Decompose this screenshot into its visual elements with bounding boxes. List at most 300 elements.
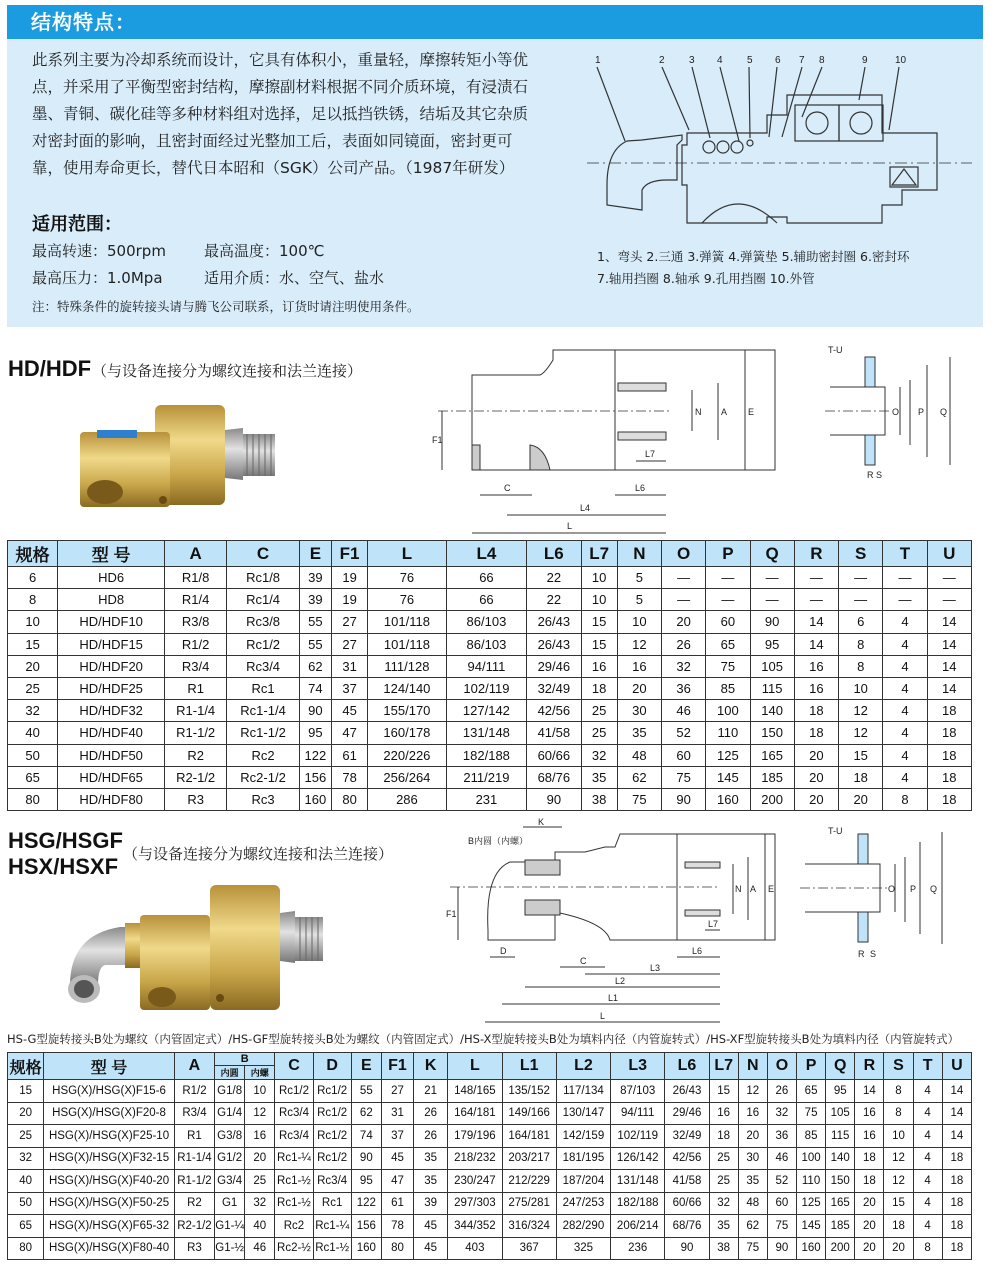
table-cell: 27 (331, 633, 367, 655)
table-cell: 148/165 (448, 1080, 502, 1103)
table-cell: 16 (855, 1125, 884, 1148)
table-cell: 160 (706, 788, 750, 810)
table-cell: 150 (750, 722, 794, 744)
table-cell: 131/148 (446, 722, 527, 744)
table-cell: 18 (581, 677, 617, 699)
table-cell: Rc3 (227, 788, 299, 810)
table-cell: 86/103 (446, 611, 527, 633)
table-cell: — (927, 589, 971, 611)
table-cell: 156 (299, 766, 331, 788)
table-cell: 75 (738, 1237, 767, 1260)
table-cell: 60 (661, 744, 705, 766)
table-cell: 90 (351, 1147, 381, 1170)
hd-table-body (8, 567, 972, 811)
table-cell: 86/103 (446, 633, 527, 655)
table-cell: 16 (794, 655, 838, 677)
table-cell: 4 (913, 1192, 942, 1215)
table-cell: 160 (351, 1237, 381, 1260)
table-cell: 18 (927, 700, 971, 722)
col-header: A (174, 1053, 214, 1080)
table-cell: 142/159 (556, 1125, 610, 1148)
label-L2: L2 (615, 976, 626, 986)
table-cell: Rc1-1/2 (227, 722, 299, 744)
col-header: O (767, 1053, 796, 1080)
table-cell: 90 (750, 611, 794, 633)
table-cell: 35 (414, 1170, 448, 1193)
label-N: N (695, 407, 702, 417)
table-cell: 131/148 (611, 1170, 665, 1193)
table-cell: R3 (164, 788, 226, 810)
col-header: L4 (446, 541, 527, 567)
table-cell: Rc1/2 (313, 1147, 351, 1170)
table-cell: Rc2 (275, 1215, 313, 1238)
table-cell: 55 (299, 611, 331, 633)
table-cell: 39 (299, 589, 331, 611)
table-cell: 42/56 (665, 1147, 709, 1170)
table-cell: 4 (883, 744, 927, 766)
col-header: D (313, 1053, 351, 1080)
table-row (8, 700, 972, 722)
table-cell: 68/76 (665, 1215, 709, 1238)
table-cell: 200 (826, 1237, 855, 1260)
table-cell: 206/214 (611, 1215, 665, 1238)
table-cell: 160 (299, 788, 331, 810)
table-cell: HSG(X)/HSG(X)F65-32 (44, 1215, 175, 1238)
table-cell: HSG(X)/HSG(X)F50-25 (44, 1192, 175, 1215)
table-cell: 20 (855, 1215, 884, 1238)
table-row (8, 1237, 972, 1260)
table-cell: 102/119 (446, 677, 527, 699)
table-cell: R2-1/2 (174, 1215, 214, 1238)
label-E: E (748, 407, 755, 417)
table-cell: 46 (767, 1147, 796, 1170)
table-cell: 4 (913, 1080, 942, 1103)
table-cell: G1/2 (215, 1147, 245, 1170)
table-cell: G3/4 (215, 1170, 245, 1193)
table-cell: 12 (617, 633, 661, 655)
table-row (8, 589, 972, 611)
table-cell: G3/8 (215, 1125, 245, 1148)
label-L1: L1 (608, 993, 619, 1003)
table-cell: — (883, 567, 927, 589)
table-cell: HSG(X)/HSG(X)F20-8 (44, 1102, 175, 1125)
table-cell: 4 (883, 722, 927, 744)
table-cell: 20 (794, 744, 838, 766)
hsg-title-line-2: HSX/HSXF (8, 854, 119, 879)
table-cell: Rc1-½ (313, 1237, 351, 1260)
table-cell: 74 (299, 677, 331, 699)
col-header: T (913, 1053, 942, 1080)
table-row (8, 633, 972, 655)
table-cell: 32 (709, 1192, 738, 1215)
table-cell: R1 (164, 677, 226, 699)
table-cell: Rc2-½ (275, 1237, 313, 1260)
col-header: R (794, 541, 838, 567)
label-L6: L6 (692, 946, 703, 956)
table-cell: 18 (927, 766, 971, 788)
table-cell: HD/HDF65 (58, 766, 165, 788)
table-cell: 60 (706, 611, 750, 633)
hsg-dimension-drawing (430, 812, 990, 1027)
features-header: 结构特点： (7, 5, 983, 39)
table-cell: — (750, 589, 794, 611)
table-cell: 75 (661, 766, 705, 788)
table-cell: 101/118 (368, 611, 446, 633)
table-cell: 40 (245, 1215, 275, 1238)
col-header: P (797, 1053, 826, 1080)
table-cell: R1-1/2 (174, 1170, 214, 1193)
table-cell: Rc3/4 (227, 655, 299, 677)
table-cell: R2 (164, 744, 226, 766)
table-cell: 150 (826, 1170, 855, 1193)
table-cell: 36 (767, 1125, 796, 1148)
table-cell: 22 (527, 567, 581, 589)
col-header: S (884, 1053, 913, 1080)
label-R: R (858, 949, 865, 959)
hsg-section-title (8, 828, 123, 880)
table-cell: 100 (797, 1147, 826, 1170)
hd-product-photo (75, 400, 295, 520)
table-cell: 325 (556, 1237, 610, 1260)
table-cell: 38 (581, 788, 617, 810)
table-cell: 61 (331, 744, 367, 766)
table-cell: 32 (767, 1102, 796, 1125)
table-cell: 26 (661, 633, 705, 655)
table-cell: Rc2 (227, 744, 299, 766)
table-row (8, 567, 972, 589)
table-cell: 344/352 (448, 1215, 502, 1238)
table-cell: 26 (414, 1102, 448, 1125)
table-cell: G1/4 (215, 1102, 245, 1125)
table-cell: 15 (8, 633, 58, 655)
table-cell: 27 (381, 1080, 413, 1103)
table-cell: 30 (738, 1147, 767, 1170)
table-cell: 117/134 (556, 1080, 610, 1103)
table-cell: 12 (839, 722, 883, 744)
table-cell: 4 (913, 1147, 942, 1170)
label-Q: Q (930, 884, 938, 894)
table-cell: 32 (245, 1192, 275, 1215)
label-TU: T-U (828, 826, 843, 836)
table-cell: 14 (927, 655, 971, 677)
label-F1: F1 (446, 909, 457, 919)
table-cell: 110 (706, 722, 750, 744)
table-cell: 21 (414, 1080, 448, 1103)
table-cell: 85 (706, 677, 750, 699)
table-cell: 40 (8, 722, 58, 744)
table-cell: HSG(X)/HSG(X)F80-40 (44, 1237, 175, 1260)
table-cell: 45 (414, 1237, 448, 1260)
table-cell: 45 (331, 700, 367, 722)
table-cell: HSG(X)/HSG(X)F15-6 (44, 1080, 175, 1103)
table-cell: 115 (826, 1125, 855, 1148)
table-cell: 14 (927, 611, 971, 633)
table-cell: HD6 (58, 567, 165, 589)
label-L7: L7 (645, 449, 656, 459)
col-header: U (942, 1053, 971, 1080)
table-cell: 124/140 (368, 677, 446, 699)
table-cell: R1/2 (174, 1080, 214, 1103)
table-cell: 18 (942, 1215, 971, 1238)
table-cell: Rc1/2 (227, 633, 299, 655)
table-cell: 125 (797, 1192, 826, 1215)
table-cell: 10 (617, 611, 661, 633)
label-S: S (876, 470, 883, 480)
table-cell: 66 (446, 589, 527, 611)
table-cell: 115 (750, 677, 794, 699)
col-header: 型 号 (58, 541, 165, 567)
label-L: L (600, 1011, 606, 1021)
table-cell: R1/2 (164, 633, 226, 655)
table-cell: 4 (883, 611, 927, 633)
table-cell: 130/147 (556, 1102, 610, 1125)
table-cell: 12 (884, 1170, 913, 1193)
table-cell: 101/118 (368, 633, 446, 655)
table-cell: 297/303 (448, 1192, 502, 1215)
table-cell: 60/66 (665, 1192, 709, 1215)
table-row (8, 1192, 972, 1215)
table-cell: 62 (738, 1215, 767, 1238)
table-cell: 247/253 (556, 1192, 610, 1215)
table-cell: 135/152 (502, 1080, 556, 1103)
table-cell: HD/HDF50 (58, 744, 165, 766)
table-cell: 140 (826, 1147, 855, 1170)
table-cell: 102/119 (611, 1125, 665, 1148)
svg-text:7: 7 (799, 55, 805, 66)
table-cell: Rc1-½ (275, 1192, 313, 1215)
table-cell: Rc2-1/2 (227, 766, 299, 788)
table-cell: 18 (927, 722, 971, 744)
table-cell: 160/178 (368, 722, 446, 744)
table-cell: 16 (738, 1102, 767, 1125)
svg-text:10: 10 (895, 55, 907, 66)
col-header: E (299, 541, 331, 567)
col-header: C (227, 541, 299, 567)
table-cell: 19 (331, 589, 367, 611)
table-cell: 25 (8, 1125, 44, 1148)
table-cell: 61 (381, 1192, 413, 1215)
table-cell: 20 (855, 1237, 884, 1260)
label-C: C (504, 483, 511, 493)
col-header: K (414, 1053, 448, 1080)
table-cell: 164/181 (502, 1125, 556, 1148)
table-cell: R1 (174, 1125, 214, 1148)
col-header: L7 (709, 1053, 738, 1080)
table-cell: 90 (767, 1237, 796, 1260)
table-cell: 14 (942, 1080, 971, 1103)
table-cell: 14 (794, 611, 838, 633)
table-cell: 55 (299, 633, 331, 655)
col-header: 规格 (8, 1053, 44, 1080)
table-row (8, 1125, 972, 1148)
table-cell: Rc3/4 (313, 1170, 351, 1193)
table-cell: 145 (797, 1215, 826, 1238)
table-cell: 185 (826, 1215, 855, 1238)
table-cell: 32 (8, 700, 58, 722)
max-speed: 最高转速：500rpm (32, 242, 166, 260)
spec-line-2 (32, 267, 385, 288)
svg-text:3: 3 (689, 55, 695, 66)
label-B: B内圆（内螺） (468, 836, 529, 846)
table-cell: 156 (351, 1215, 381, 1238)
table-cell: 35 (414, 1147, 448, 1170)
table-cell: 90 (527, 788, 581, 810)
label-P: P (910, 884, 917, 894)
table-cell: 20 (738, 1125, 767, 1148)
table-cell: 40 (8, 1170, 44, 1193)
table-cell: 155/170 (368, 700, 446, 722)
hsg-spec-table (7, 1052, 972, 1260)
table-cell: 62 (351, 1102, 381, 1125)
table-cell: 164/181 (448, 1102, 502, 1125)
table-cell: 95 (826, 1080, 855, 1103)
label-L6: L6 (635, 483, 646, 493)
table-cell: 15 (8, 1080, 44, 1103)
table-cell: 18 (839, 766, 883, 788)
table-row (8, 766, 972, 788)
table-cell: 105 (826, 1102, 855, 1125)
table-cell: 16 (245, 1125, 275, 1148)
table-cell: Rc1 (313, 1192, 351, 1215)
table-cell: 8 (839, 655, 883, 677)
table-cell: 14 (855, 1080, 884, 1103)
table-row (8, 1102, 972, 1125)
table-cell: 165 (826, 1192, 855, 1215)
table-cell: 122 (299, 744, 331, 766)
table-cell: 25 (245, 1170, 275, 1193)
col-header: T (883, 541, 927, 567)
table-cell: 47 (381, 1170, 413, 1193)
table-cell: 76 (368, 589, 446, 611)
table-cell: 403 (448, 1237, 502, 1260)
table-cell: 65 (706, 633, 750, 655)
features-description: 此系列主要为冷却系统而设计，它具有体积小，重量轻，摩擦转矩小等优点，并采用了平衡型密封结构，摩擦副材料根据不同介质环境，有浸渍石墨、青铜、碳化硅等多种材料组对选择，足以抵挡铁锈，结垢及其它杂质对密封面的影响，且密封面经过光整加工后，表面如同镜面，密封更可靠，使用寿命更长，替代日本昭和（SGK）公司产品。（1987年研发） (32, 51, 529, 177)
table-cell: 14 (942, 1102, 971, 1125)
table-cell: 16 (581, 655, 617, 677)
col-header: P (706, 541, 750, 567)
table-row (8, 1215, 972, 1238)
table-cell: 286 (368, 788, 446, 810)
table-cell: 4 (913, 1170, 942, 1193)
label-TU: T-U (828, 345, 843, 355)
table-cell: 10 (581, 589, 617, 611)
table-cell: 76 (368, 567, 446, 589)
table-cell: 100 (706, 700, 750, 722)
table-cell: HSG(X)/HSG(X)F25-10 (44, 1125, 175, 1148)
table-cell: 78 (331, 766, 367, 788)
table-cell: HSG(X)/HSG(X)F32-15 (44, 1147, 175, 1170)
table-cell: 211/219 (446, 766, 527, 788)
table-cell: 16 (794, 677, 838, 699)
table-cell: 4 (883, 655, 927, 677)
table-cell: 20 (794, 766, 838, 788)
table-cell: 316/324 (502, 1215, 556, 1238)
col-header: L (448, 1053, 502, 1080)
table-cell: 282/290 (556, 1215, 610, 1238)
table-cell: Rc1/2 (313, 1080, 351, 1103)
table-cell: 182/188 (446, 744, 527, 766)
table-cell: 27 (331, 611, 367, 633)
table-cell: 181/195 (556, 1147, 610, 1170)
table-cell: G1-½ (215, 1237, 245, 1260)
table-cell: 14 (927, 677, 971, 699)
table-cell: HD/HDF15 (58, 633, 165, 655)
label-O: O (888, 884, 896, 894)
table-cell: — (839, 567, 883, 589)
table-cell: 8 (913, 1237, 942, 1260)
label-S: S (870, 949, 877, 959)
table-cell: 179/196 (448, 1125, 502, 1148)
table-cell: 25 (581, 700, 617, 722)
table-cell: Rc1-½ (275, 1170, 313, 1193)
table-cell: 4 (883, 700, 927, 722)
table-cell: 160 (797, 1237, 826, 1260)
table-cell: R3/4 (174, 1102, 214, 1125)
table-cell: 200 (750, 788, 794, 810)
table-cell: Rc1 (227, 677, 299, 699)
table-cell: 95 (299, 722, 331, 744)
table-cell: 32 (661, 655, 705, 677)
table-cell: 18 (927, 788, 971, 810)
legend-line-2: 7.轴用挡圈 8.轴承 9.孔用挡圈 10.外管 (597, 271, 815, 286)
table-cell: 46 (661, 700, 705, 722)
table-cell: Rc1/2 (313, 1102, 351, 1125)
table-cell: 35 (581, 766, 617, 788)
table-cell: 32 (581, 744, 617, 766)
table-cell: 20 (855, 1192, 884, 1215)
hsg-title-line-1: HSG/HSGF (8, 828, 123, 853)
table-cell: R2-1/2 (164, 766, 226, 788)
table-cell: 20 (839, 788, 883, 810)
table-cell: Rc1/2 (275, 1080, 313, 1103)
table-cell: Rc1/2 (313, 1125, 351, 1148)
table-cell: 4 (883, 766, 927, 788)
table-cell: 85 (797, 1125, 826, 1148)
table-cell: 37 (331, 677, 367, 699)
col-header: F1 (331, 541, 367, 567)
hd-spec-table (7, 540, 972, 811)
table-cell: 18 (794, 722, 838, 744)
table-cell: HSG(X)/HSG(X)F40-20 (44, 1170, 175, 1193)
table-cell: 94/111 (446, 655, 527, 677)
table-cell: 5 (617, 567, 661, 589)
max-temp: 最高温度：100℃ (204, 242, 325, 260)
table-cell: Rc3/8 (227, 611, 299, 633)
table-cell: 90 (299, 700, 331, 722)
table-cell: 14 (927, 633, 971, 655)
table-cell: 18 (794, 700, 838, 722)
table-cell: 48 (617, 744, 661, 766)
table-cell: 15 (581, 611, 617, 633)
table-cell: 18 (927, 744, 971, 766)
table-row (8, 1170, 972, 1193)
table-cell: 41/58 (665, 1170, 709, 1193)
table-cell: 65 (8, 766, 58, 788)
table-cell: 187/204 (556, 1170, 610, 1193)
table-cell: 95 (750, 633, 794, 655)
col-header: E (351, 1053, 381, 1080)
col-header: A (164, 541, 226, 567)
table-cell: 65 (797, 1080, 826, 1103)
table-cell: 256/264 (368, 766, 446, 788)
table-cell: — (706, 567, 750, 589)
table-cell: 185 (750, 766, 794, 788)
label-E: E (768, 884, 775, 894)
table-cell: 275/281 (502, 1192, 556, 1215)
table-cell: 12 (839, 700, 883, 722)
table-cell: 60 (767, 1192, 796, 1215)
table-cell: 149/166 (502, 1102, 556, 1125)
